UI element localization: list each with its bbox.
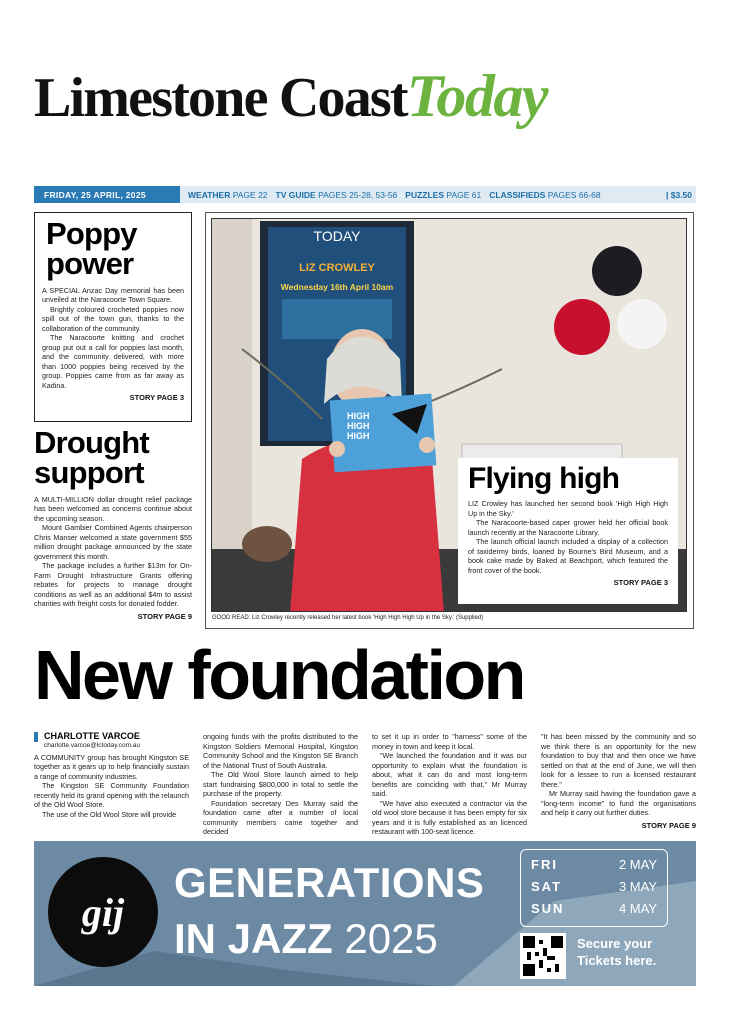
foundation-col-2: ongoing funds with the profits distributed to the Kingston Soldiers Memorial Hospital, Kingston Community School and the Kingston SE Branch of the National Trust of South Australia. The Old Wool Store launch aimed to help start fundraising $800,000 in total to settle the purchase of the property. Foundation secretary Des Murray said the foundation came after a number of local community members came together and decided bbox=[203, 732, 358, 836]
byline: CHARLOTTE VARCOE bbox=[34, 732, 189, 742]
foundation-headline: New foundation bbox=[34, 636, 524, 714]
poppy-headline: Poppy power bbox=[46, 216, 137, 282]
foundation-col-1: CHARLOTTE VARCOE charlotte.varcoe@lctoday.com.au A COMMUNITY group has brought Kingston SE together as it gears up to help financially sustain a range of community industries. The Kingston SE Community Foundation recently held its grand opening with the relaunch of the Old Wool Store. The use of the Old Wool Store will provide bbox=[34, 731, 189, 819]
drought-story-link[interactable]: STORY PAGE 9 bbox=[137, 611, 192, 621]
flying-body: LIZ Crowley has launched her second book 'High High High Up in the Sky.' The Naracoorte-based caper grower held her official book launch recently at the Naracoorte Library. The launch official launch included a display of a collection of taxidermy birds, loaned by Bourne's Bird Museum, and a book cake made by Baked at Beachport, which featured the front cover of the book. bbox=[468, 499, 668, 575]
drought-body: A MULTI-MILLION dollar drought relief package has been welcomed as concerns continue about the upcoming season. Mount Gambier Combined Agents chairperson Chris Manser welcomed a state government $55 million drought package announced by the state government this month. The package includes a further $13m for On-Farm Drought Infrastructure Grants offering rebates for projects to manage drought conditions as well as an additional $4m to assist charities with freight costs for donated fodder. bbox=[34, 494, 192, 609]
ad-title-line1: GENERATIONS bbox=[174, 859, 485, 906]
secure-tickets[interactable]: Secure your Tickets here. bbox=[577, 936, 657, 968]
masthead-today: Today bbox=[406, 63, 548, 129]
date-row: SAT 3 MAY bbox=[531, 879, 657, 894]
dateline-bar bbox=[34, 186, 696, 203]
gij-logo: gij bbox=[48, 857, 158, 967]
section-puzzles[interactable]: PUZZLES PAGE 61 bbox=[405, 189, 482, 200]
generations-in-jazz-ad[interactable] bbox=[34, 841, 696, 986]
flying-story-link[interactable]: STORY PAGE 3 bbox=[613, 578, 668, 588]
drought-headline: Drought support bbox=[34, 425, 149, 491]
ad-title-line2: IN JAZZ 2025 bbox=[174, 915, 438, 962]
screen-name: LIZ CROWLEY bbox=[299, 262, 375, 274]
screen-date: Wednesday 16th April 10am bbox=[280, 282, 394, 292]
poppy-body: A SPECIAL Anzac Day memorial has been unveiled at the Naracoorte Town Square. Brightly coloured crocheted poppies now spill out of the town gun, thanks to the collaboration of the community. The Naracoorte knitting and crochet group put out a call for poppies last month, and the community delivered, with more than 1000 poppies being received by the group. Poppies came from as far away as Kadina. bbox=[42, 285, 184, 390]
flying-headline: Flying high bbox=[468, 462, 620, 495]
foundation-col-3: to set it up in order to "harness" some of the money in town and keep it local. "We launched the foundation and it was our opportunity to explain what the foundation is about, what it can do and most long-term benefits are coinciding with that," Mr Murray said. "We have also executed a contractor via the old wool store because it has been empty for six years and it is fully established as an licenced restaurant with 100-seat licence. bbox=[372, 732, 527, 836]
book-title-text: HIGH HIGH HIGH bbox=[347, 411, 370, 441]
issue-price: | $3.50 bbox=[665, 189, 692, 200]
poppy-power-story[interactable] bbox=[34, 212, 192, 422]
section-weather[interactable]: WEATHER PAGE 22 bbox=[188, 189, 268, 200]
screen-today: TODAY bbox=[313, 228, 361, 244]
festival-dates bbox=[520, 849, 668, 927]
section-tv-guide[interactable]: TV GUIDE PAGES 25-28, 53-56 bbox=[275, 189, 398, 200]
qr-code-icon[interactable] bbox=[520, 933, 566, 979]
section-classifieds[interactable]: CLASSIFIEDS PAGES 66-68 bbox=[489, 189, 601, 200]
masthead bbox=[34, 62, 694, 144]
foundation-story bbox=[34, 732, 696, 837]
foundation-col-4: "It has been missed by the community and so we think there is an opportunity for the new foundation to buy that and then once we have settled on that at the end of June, we will then look for a lessee to run a licensed restaurant there." Mr Murray said having the foundation gave a "long-term income" to fund the organisations and help it carry out further duties. STORY PAGE 9 bbox=[541, 732, 696, 830]
date-row: SUN 4 MAY bbox=[531, 901, 657, 916]
flying-high-story[interactable] bbox=[458, 458, 678, 604]
date-row: FRI 2 MAY bbox=[531, 857, 657, 872]
drought-support-story[interactable] bbox=[34, 425, 192, 621]
masthead-limestone-coast: Limestone Coast bbox=[34, 67, 407, 129]
byline-email[interactable]: charlotte.varcoe@lctoday.com.au bbox=[44, 741, 141, 749]
foundation-story-link[interactable]: STORY PAGE 9 bbox=[641, 820, 696, 830]
photo-caption: GOOD READ: Liz Crowley recently released her latest book 'High High High Up in the Sky.' (Supplied) bbox=[212, 615, 484, 621]
poppy-story-link[interactable]: STORY PAGE 3 bbox=[129, 393, 184, 403]
issue-date: FRIDAY, 25 APRIL, 2025 bbox=[34, 186, 180, 203]
